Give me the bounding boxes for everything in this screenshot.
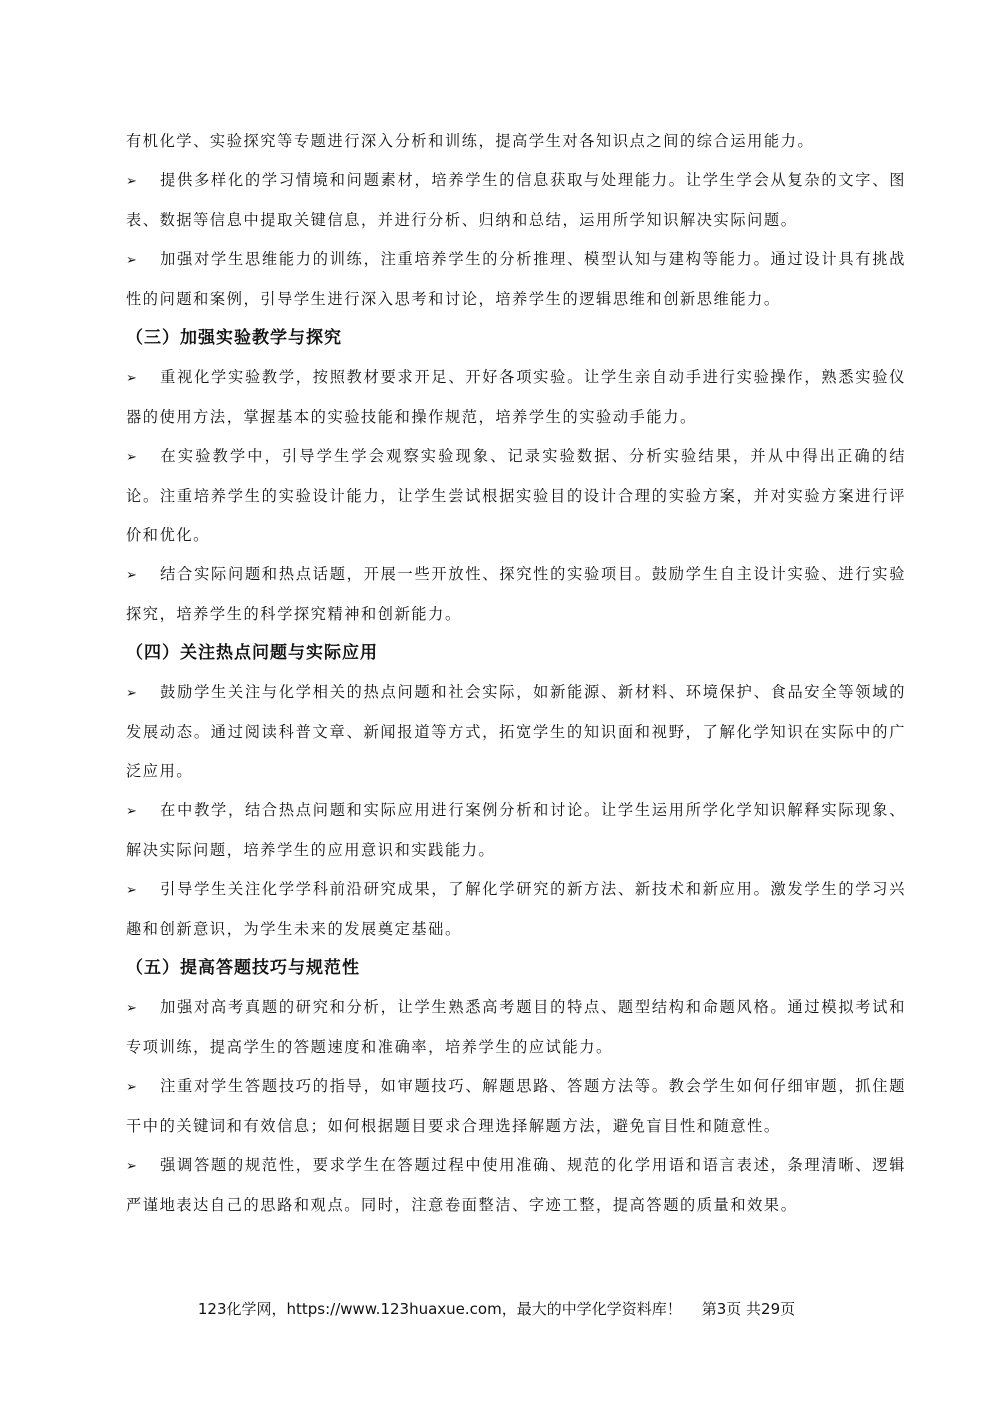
list-item xyxy=(126,240,906,319)
bullet-arrow-icon: ➢ xyxy=(126,371,137,386)
page-footer xyxy=(0,1294,993,1324)
list-item-text: 鼓励学生关注与化学相关的热点问题和社会实际，如新能源、新材料、环境保护、食品安全等领域的发展动态。通过阅读科普文章、新闻报道等方式，拓宽学生的知识面和视野，了解化学知识在实际中的广泛应用。 xyxy=(126,683,906,780)
list-item-text: 在实验教学中，引导学生学会观察实验现象、记录实验数据、分析实验结果，并从中得出正确的结论。注重培养学生的实验设计能力，让学生尝试根据实验目的设计合理的实验方案，并对实验方案进行评价和优化。 xyxy=(126,447,906,544)
section-heading-3: （三）加强实验教学与探究 xyxy=(126,328,342,348)
bullet-arrow-icon: ➢ xyxy=(126,1159,137,1174)
section-heading-5: （五）提高答题技巧与规范性 xyxy=(126,958,360,978)
list-item-text: 结合实际问题和热点话题，开展一些开放性、探究性的实验项目。鼓励学生自主设计实验、进行实验探究，培养学生的科学探究精神和创新能力。 xyxy=(126,565,906,623)
bullet-arrow-icon: ➢ xyxy=(126,568,137,583)
bullet-arrow-icon: ➢ xyxy=(126,174,137,189)
bullet-arrow-icon: ➢ xyxy=(126,1001,137,1016)
list-item xyxy=(126,358,906,437)
footer-site-text: 123化学网，https://www.123huaxue.com，最大的中学化学资料库！ xyxy=(197,1300,682,1318)
bullet-arrow-icon: ➢ xyxy=(126,804,137,819)
list-item xyxy=(126,791,906,870)
continuation-paragraph: 有机化学、实验探究等专题进行深入分析和训练，提高学生对各知识点之间的综合运用能力。 xyxy=(126,132,815,150)
list-item-text: 提供多样化的学习情境和问题素材，培养学生的信息获取与处理能力。让学生学会从复杂的文字、图表、数据等信息中提取关键信息，并进行分析、归纳和总结，运用所学知识解决实际问题。 xyxy=(126,171,906,229)
list-item-text: 加强对高考真题的研究和分析，让学生熟悉高考题目的特点、题型结构和命题风格。通过模拟考试和专项训练，提高学生的答题速度和准确率，培养学生的应试能力。 xyxy=(126,998,906,1056)
list-item-text: 重视化学实验教学，按照教材要求开足、开好各项实验。让学生亲自动手进行实验操作，熟悉实验仪器的使用方法，掌握基本的实验技能和操作规范，培养学生的实验动手能力。 xyxy=(126,368,906,426)
list-item xyxy=(126,673,906,791)
list-item xyxy=(126,1067,906,1146)
list-item xyxy=(126,1146,906,1225)
bullet-arrow-icon: ➢ xyxy=(126,1080,137,1095)
list-item xyxy=(126,555,906,634)
page-number: 第3页 共29页 xyxy=(701,1300,796,1318)
list-item xyxy=(126,988,906,1067)
list-item-text: 注重对学生答题技巧的指导，如审题技巧、解题思路、答题方法等。教会学生如何仔细审题，抓住题干中的关键词和有效信息；如何根据题目要求合理选择解题方法，避免盲目性和随意性。 xyxy=(126,1077,906,1135)
bullet-arrow-icon: ➢ xyxy=(126,686,137,701)
section-heading-4: （四）关注热点问题与实际应用 xyxy=(126,643,378,663)
list-item-text: 强调答题的规范性，要求学生在答题过程中使用准确、规范的化学用语和语言表述，条理清晰、逻辑严谨地表达自己的思路和观点。同时，注意卷面整洁、字迹工整，提高答题的质量和效果。 xyxy=(126,1156,906,1214)
list-item-text: 加强对学生思维能力的训练，注重培养学生的分析推理、模型认知与建构等能力。通过设计具有挑战性的问题和案例，引导学生进行深入思考和讨论，培养学生的逻辑思维和创新思维能力。 xyxy=(126,250,906,308)
list-item-text: 在中教学，结合热点问题和实际应用进行案例分析和讨论。让学生运用所学化学知识解释实际现象、解决实际问题，培养学生的应用意识和实践能力。 xyxy=(126,801,906,859)
list-item xyxy=(126,161,906,240)
list-item xyxy=(126,437,906,555)
page-content xyxy=(126,122,906,1225)
list-item xyxy=(126,870,906,949)
bullet-arrow-icon: ➢ xyxy=(126,253,137,268)
bullet-arrow-icon: ➢ xyxy=(126,883,137,898)
list-item-text: 引导学生关注化学学科前沿研究成果，了解化学研究的新方法、新技术和新应用。激发学生的学习兴趣和创新意识，为学生未来的发展奠定基础。 xyxy=(126,880,906,938)
bullet-arrow-icon: ➢ xyxy=(126,450,137,465)
